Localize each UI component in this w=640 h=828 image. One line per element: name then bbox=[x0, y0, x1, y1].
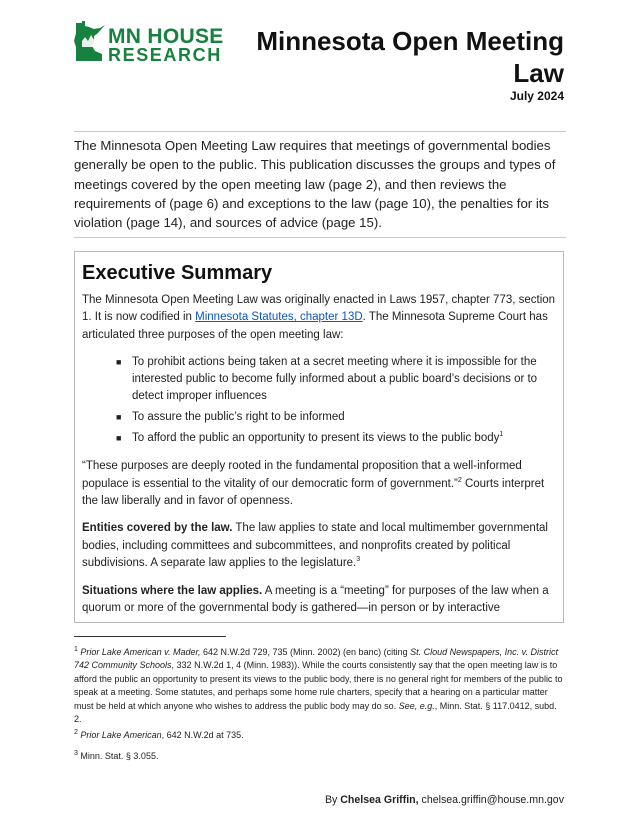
intro-divider bbox=[74, 237, 566, 238]
situations-label: Situations where the law applies. bbox=[82, 584, 263, 597]
footnote-text: , 642 N.W.2d at 735. bbox=[161, 730, 244, 740]
list-item bbox=[116, 409, 556, 426]
footnote-3 bbox=[74, 750, 564, 763]
author-name: Chelsea Griffin, bbox=[340, 794, 419, 806]
entities-text: The law applies to state and local multimember governmental bodies, including committees and subcommittees, and nonprofits created by political subdivisions. A separate law applies to the legislature. bbox=[82, 522, 548, 570]
footnote-text: 642 N.W.2d 729, 735 (Minn. 2002) (en banc) (citing bbox=[200, 647, 411, 657]
purpose-text: To assure the public’s right to be informed bbox=[132, 411, 345, 424]
top-divider bbox=[74, 131, 566, 132]
summary-intro-paragraph bbox=[82, 292, 556, 344]
footnote-number: 2 bbox=[74, 729, 78, 736]
minnesota-statutes-link[interactable]: Minnesota Statutes, chapter 13D bbox=[195, 311, 363, 324]
footnote-number: 1 bbox=[74, 646, 78, 653]
logo-line-1: MN HOUSE bbox=[108, 25, 224, 48]
case-citation: Prior Lake American bbox=[80, 730, 162, 740]
publication-date: July 2024 bbox=[509, 89, 564, 103]
summary-intro-text: The Minnesota Open Meeting Law was originally enacted in Laws 1957, chapter 773, section 1. It is now codified in bbox=[82, 294, 556, 324]
list-item bbox=[116, 354, 556, 405]
document-title: Minnesota Open Meeting Law bbox=[256, 26, 564, 88]
executive-summary-heading: Executive Summary bbox=[82, 262, 273, 284]
bullet-icon: ■ bbox=[116, 412, 122, 423]
quote-tail: Courts interpret the law liberally and in favor of openness. bbox=[82, 477, 545, 508]
situations-text: A meeting is a “meeting” for purposes of the law when a quorum or more of the governmental body is gathered—in person or by interactive bbox=[82, 584, 549, 615]
footnote-ref-1[interactable]: 1 bbox=[499, 431, 504, 439]
bullet-icon: ■ bbox=[116, 433, 122, 444]
footnote-2 bbox=[74, 729, 564, 742]
footnote-text: , 332 N.W.2d 1, 4 (Minn. 1983)). While the courts consistently say that the open meeting law is to afford the public an opportunity to present its views to the public body, there is no general right for members of the public to speak at a meeting. Some statutes, and perhaps some home rule charters, specify that a hearing on a particular matter must be held at which anyone who wishes to address the public body may do so. bbox=[74, 660, 563, 711]
case-citation: Prior Lake American v. Mader, bbox=[80, 647, 201, 657]
footnote-1 bbox=[74, 646, 564, 726]
purpose-text: To afford the public an opportunity to present its views to the public body bbox=[132, 432, 500, 445]
situations-paragraph bbox=[82, 583, 556, 618]
logo-line-2: RESEARCH bbox=[108, 45, 222, 65]
author-email[interactable]: chelsea.griffin@house.mn.gov bbox=[418, 794, 564, 806]
byline-prefix: By bbox=[324, 794, 341, 806]
footnote-text: , Minn. Stat. § 117.0412, subd. 2. bbox=[74, 700, 557, 725]
footnote-ref-3[interactable]: 3 bbox=[356, 556, 361, 564]
author-byline bbox=[325, 794, 564, 806]
signal-word: See, e.g. bbox=[398, 700, 435, 711]
footnote-text: Minn. Stat. § 3.055. bbox=[77, 751, 159, 761]
mn-house-research-logo bbox=[74, 21, 234, 65]
footnote-number: 3 bbox=[74, 750, 78, 757]
intro-paragraph: The Minnesota Open Meeting Law requires that meetings of governmental bodies generally be open to the public. This publication discusses the groups and types of meetings covered by the open meeting law (page 2), and then reviews the requirements of (page 6) and exceptions to the law (page 10), the penalties for its violation (page 14), and sources of advice (page 15). bbox=[74, 138, 556, 231]
minnesota-map-icon bbox=[74, 21, 106, 61]
summary-intro-text-tail: . The Minnesota Supreme Court has articulated three purposes of the open meeting law: bbox=[82, 311, 548, 341]
bullet-icon: ■ bbox=[116, 357, 122, 368]
court-quote: “These purposes are deeply rooted in the fundamental proposition that a well-informed populace is essential to the vitality of our democratic form of government.” bbox=[82, 460, 522, 490]
footnote-divider bbox=[74, 636, 226, 637]
purpose-text: To prohibit actions being taken at a secret meeting where it is impossible for the interested public to become fully informed about a public board’s decisions or to detect improper influences bbox=[132, 356, 538, 403]
purposes-list bbox=[82, 354, 556, 447]
list-item bbox=[116, 430, 556, 447]
case-citation: St. Cloud Newspapers, Inc. v. District 742 Community Schools bbox=[74, 647, 558, 671]
entities-label: Entities covered by the law. bbox=[82, 522, 233, 535]
executive-summary-box bbox=[74, 251, 564, 623]
footnote-ref-2[interactable]: 2 bbox=[457, 476, 462, 484]
quote-paragraph bbox=[82, 458, 556, 510]
entities-paragraph bbox=[82, 520, 556, 572]
